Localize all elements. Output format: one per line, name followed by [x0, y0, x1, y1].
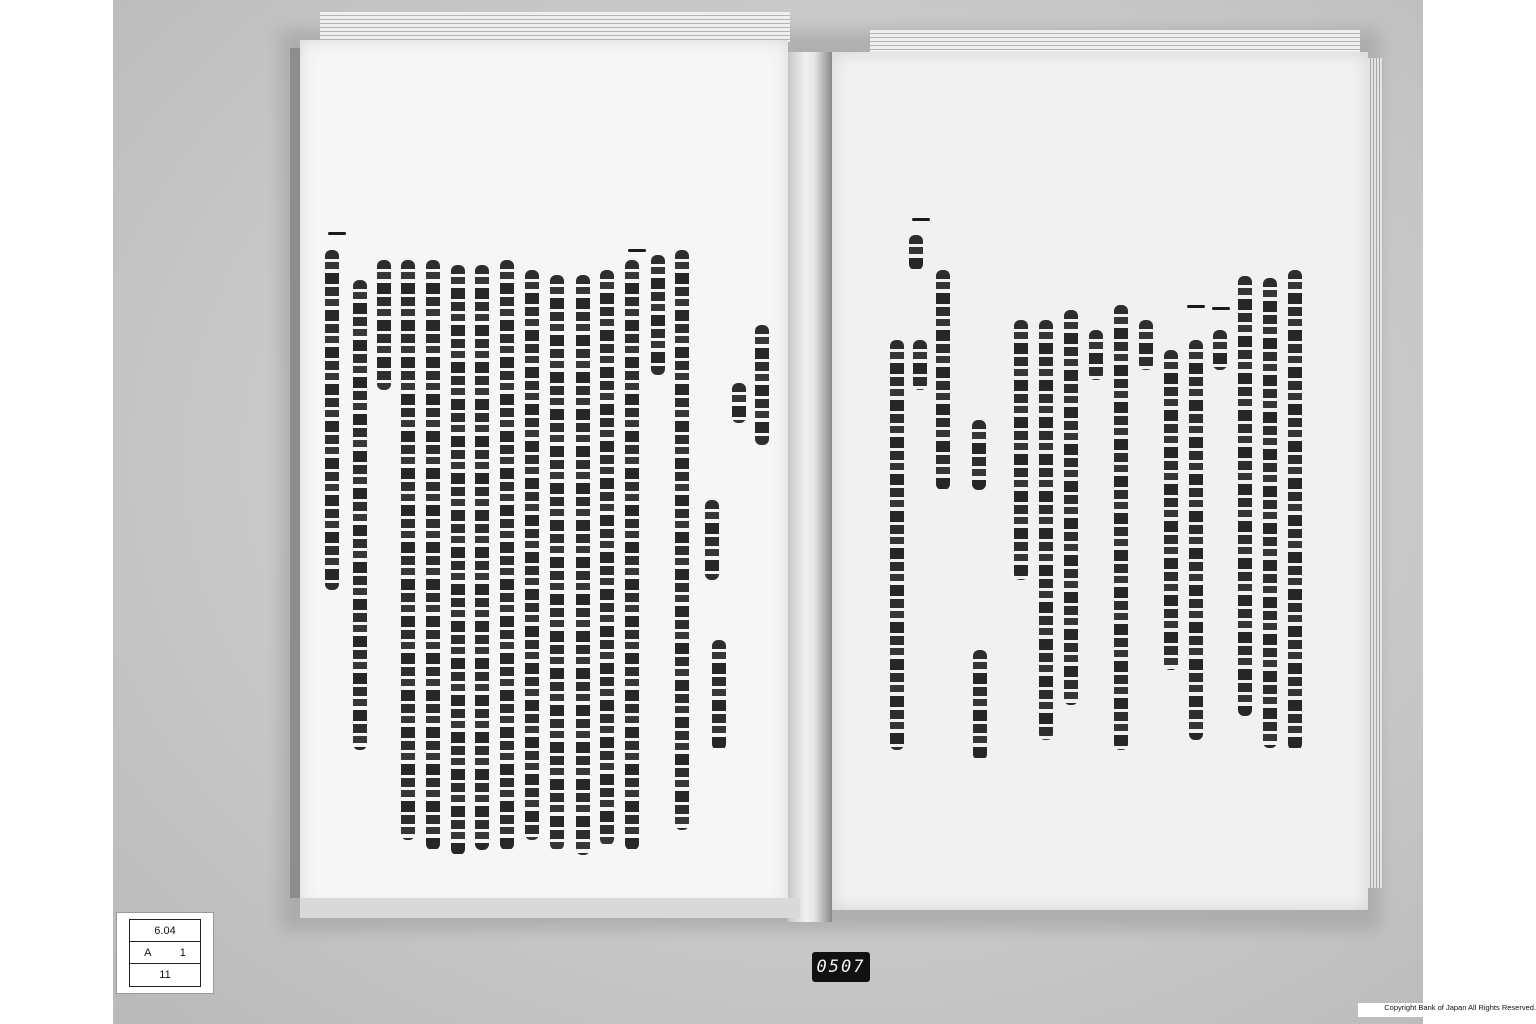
label-series-number: 1 — [179, 947, 186, 959]
copyright-notice: Copyright Bank of Japan All Rights Reserved. — [1358, 1003, 1536, 1017]
list-dash — [912, 218, 930, 221]
list-dash — [328, 232, 346, 235]
label-series-letter: A — [144, 947, 152, 959]
label-series-row — [130, 942, 200, 964]
label-volume: 11 — [159, 969, 171, 981]
archive-label-card — [116, 912, 214, 994]
list-dash — [628, 249, 646, 252]
list-dash — [1212, 307, 1230, 310]
label-grid — [129, 919, 201, 987]
right-page-edge — [1368, 58, 1382, 888]
left-page-bottom-edge — [300, 898, 800, 918]
right-page-stack — [870, 30, 1360, 54]
left-page-stack — [320, 12, 790, 42]
book-spine — [788, 52, 832, 922]
left-page-edge — [290, 48, 300, 898]
label-code: 6.04 — [130, 920, 200, 942]
frame-number: 0507 — [812, 952, 870, 982]
list-dash — [1187, 305, 1205, 308]
left-page — [300, 40, 788, 910]
